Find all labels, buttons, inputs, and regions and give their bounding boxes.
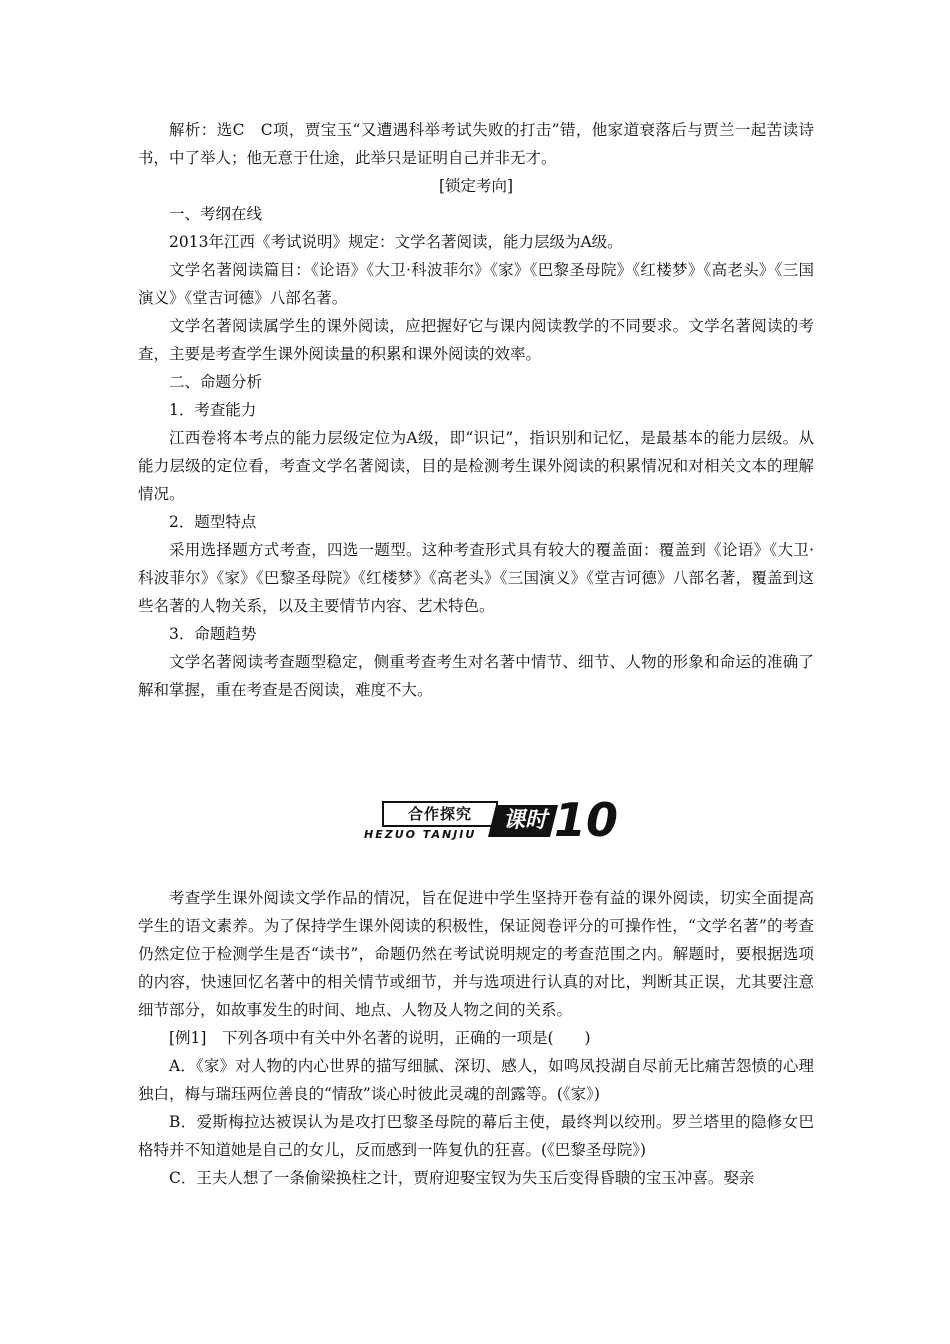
answer-explanation: 解析：选C C项，贾宝玉“又遭遇科举考试失败的打击”错，他家道衰落后与贾兰一起苦读诗书，中了举人；他无意于仕途，此举只是证明自己并非无才。	[138, 121, 814, 167]
paragraph-exam-spec: 2013年江西《考试说明》规定：文学名著阅读，能力层级为A级。	[169, 233, 623, 251]
paragraph-reading-list: 文学名著阅读篇目：《论语》《大卫·科波菲尔》《家》《巴黎圣母院》《红楼梦》《高老头》《三国演义》《堂吉诃德》八部名著。	[138, 261, 814, 307]
option-a: A．《家》对人物的内心世界的描写细腻、深切、感人，如鸣凤投湖自尽前无比痛苦怨愤的心理独白，梅与瑞珏两位善良的“情敌”谈心时彼此灵魂的剖露等。(《家》)	[138, 1057, 814, 1103]
heading-analysis: 二、命题分析	[169, 373, 263, 391]
banner-lesson-number: 10	[554, 793, 619, 847]
upper-section	[138, 116, 814, 704]
lesson-banner	[360, 795, 630, 855]
subheading-trend: 3．命题趋势	[169, 625, 257, 643]
subheading-ability: 1．考查能力	[169, 401, 257, 419]
banner-lesson-label: 课时	[502, 808, 547, 833]
example-question: [例1] 下列各项中有关中外名著的说明，正确的一项是( )	[169, 1029, 591, 1047]
subheading-question-type: 2．题型特点	[169, 513, 257, 531]
option-c: C．王夫人想了一条偷梁换柱之计，贾府迎娶宝钗为失玉后变得昏聩的宝玉冲喜。娶亲	[169, 1169, 755, 1187]
paragraph-question-type: 采用选择题方式考查，四选一题型。这种考查形式具有较大的覆盖面：覆盖到《论语》《大卫·科波菲尔》《家》《巴黎圣母院》《红楼梦》《高老头》《三国演义》《堂吉诃德》八部名著，覆盖到这些名著的人物关系，以及主要情节内容、艺术特色。	[138, 541, 814, 615]
section-title: [锁定考向]	[438, 177, 514, 195]
paragraph-intro: 考查学生课外阅读文学作品的情况，旨在促进中学生坚持开卷有益的课外阅读，切实全面提高学生的语文素养。为了保持学生课外阅读的积极性，保证阅卷评分的可操作性，“文学名著”的考查仍然定位于检测学生是否“读书”，命题仍然在考试说明规定的考查范围之内。解题时，要根据选项的内容，快速回忆名著中的相关情节或细节，并与选项进行认真的对比，判断其正误，尤其要注意细节部分，如故事发生的时间、地点、人物及人物之间的关系。	[138, 889, 814, 1019]
lower-section	[138, 884, 814, 1192]
paragraph-reading-nature: 文学名著阅读属学生的课外阅读，应把握好它与课内阅读教学的不同要求。文学名著阅读的考查，主要是考查学生课外阅读量的积累和课外阅读的效率。	[138, 317, 814, 363]
banner-tag: 合作探究	[382, 801, 498, 827]
banner-pinyin: HEZUO TANJIU	[364, 828, 477, 841]
paragraph-ability: 江西卷将本考点的能力层级定位为A级，即“识记”，指识别和记忆，是最基本的能力层级。从能力层级的定位看，考查文学名著阅读，目的是检测考生课外阅读的积累情况和对相关文本的理解情况。	[138, 429, 814, 503]
heading-syllabus: 一、考纲在线	[169, 205, 263, 223]
paragraph-trend: 文学名著阅读考查题型稳定，侧重考查考生对名著中情节、细节、人物的形象和命运的准确了解和掌握，重在考查是否阅读，难度不大。	[138, 653, 814, 699]
option-b: B．爱斯梅拉达被误认为是攻打巴黎圣母院的幕后主使，最终判以绞刑。罗兰塔里的隐修女巴格特并不知道她是自己的女儿，反而感到一阵复仇的狂喜。(《巴黎圣母院》)	[138, 1113, 814, 1159]
